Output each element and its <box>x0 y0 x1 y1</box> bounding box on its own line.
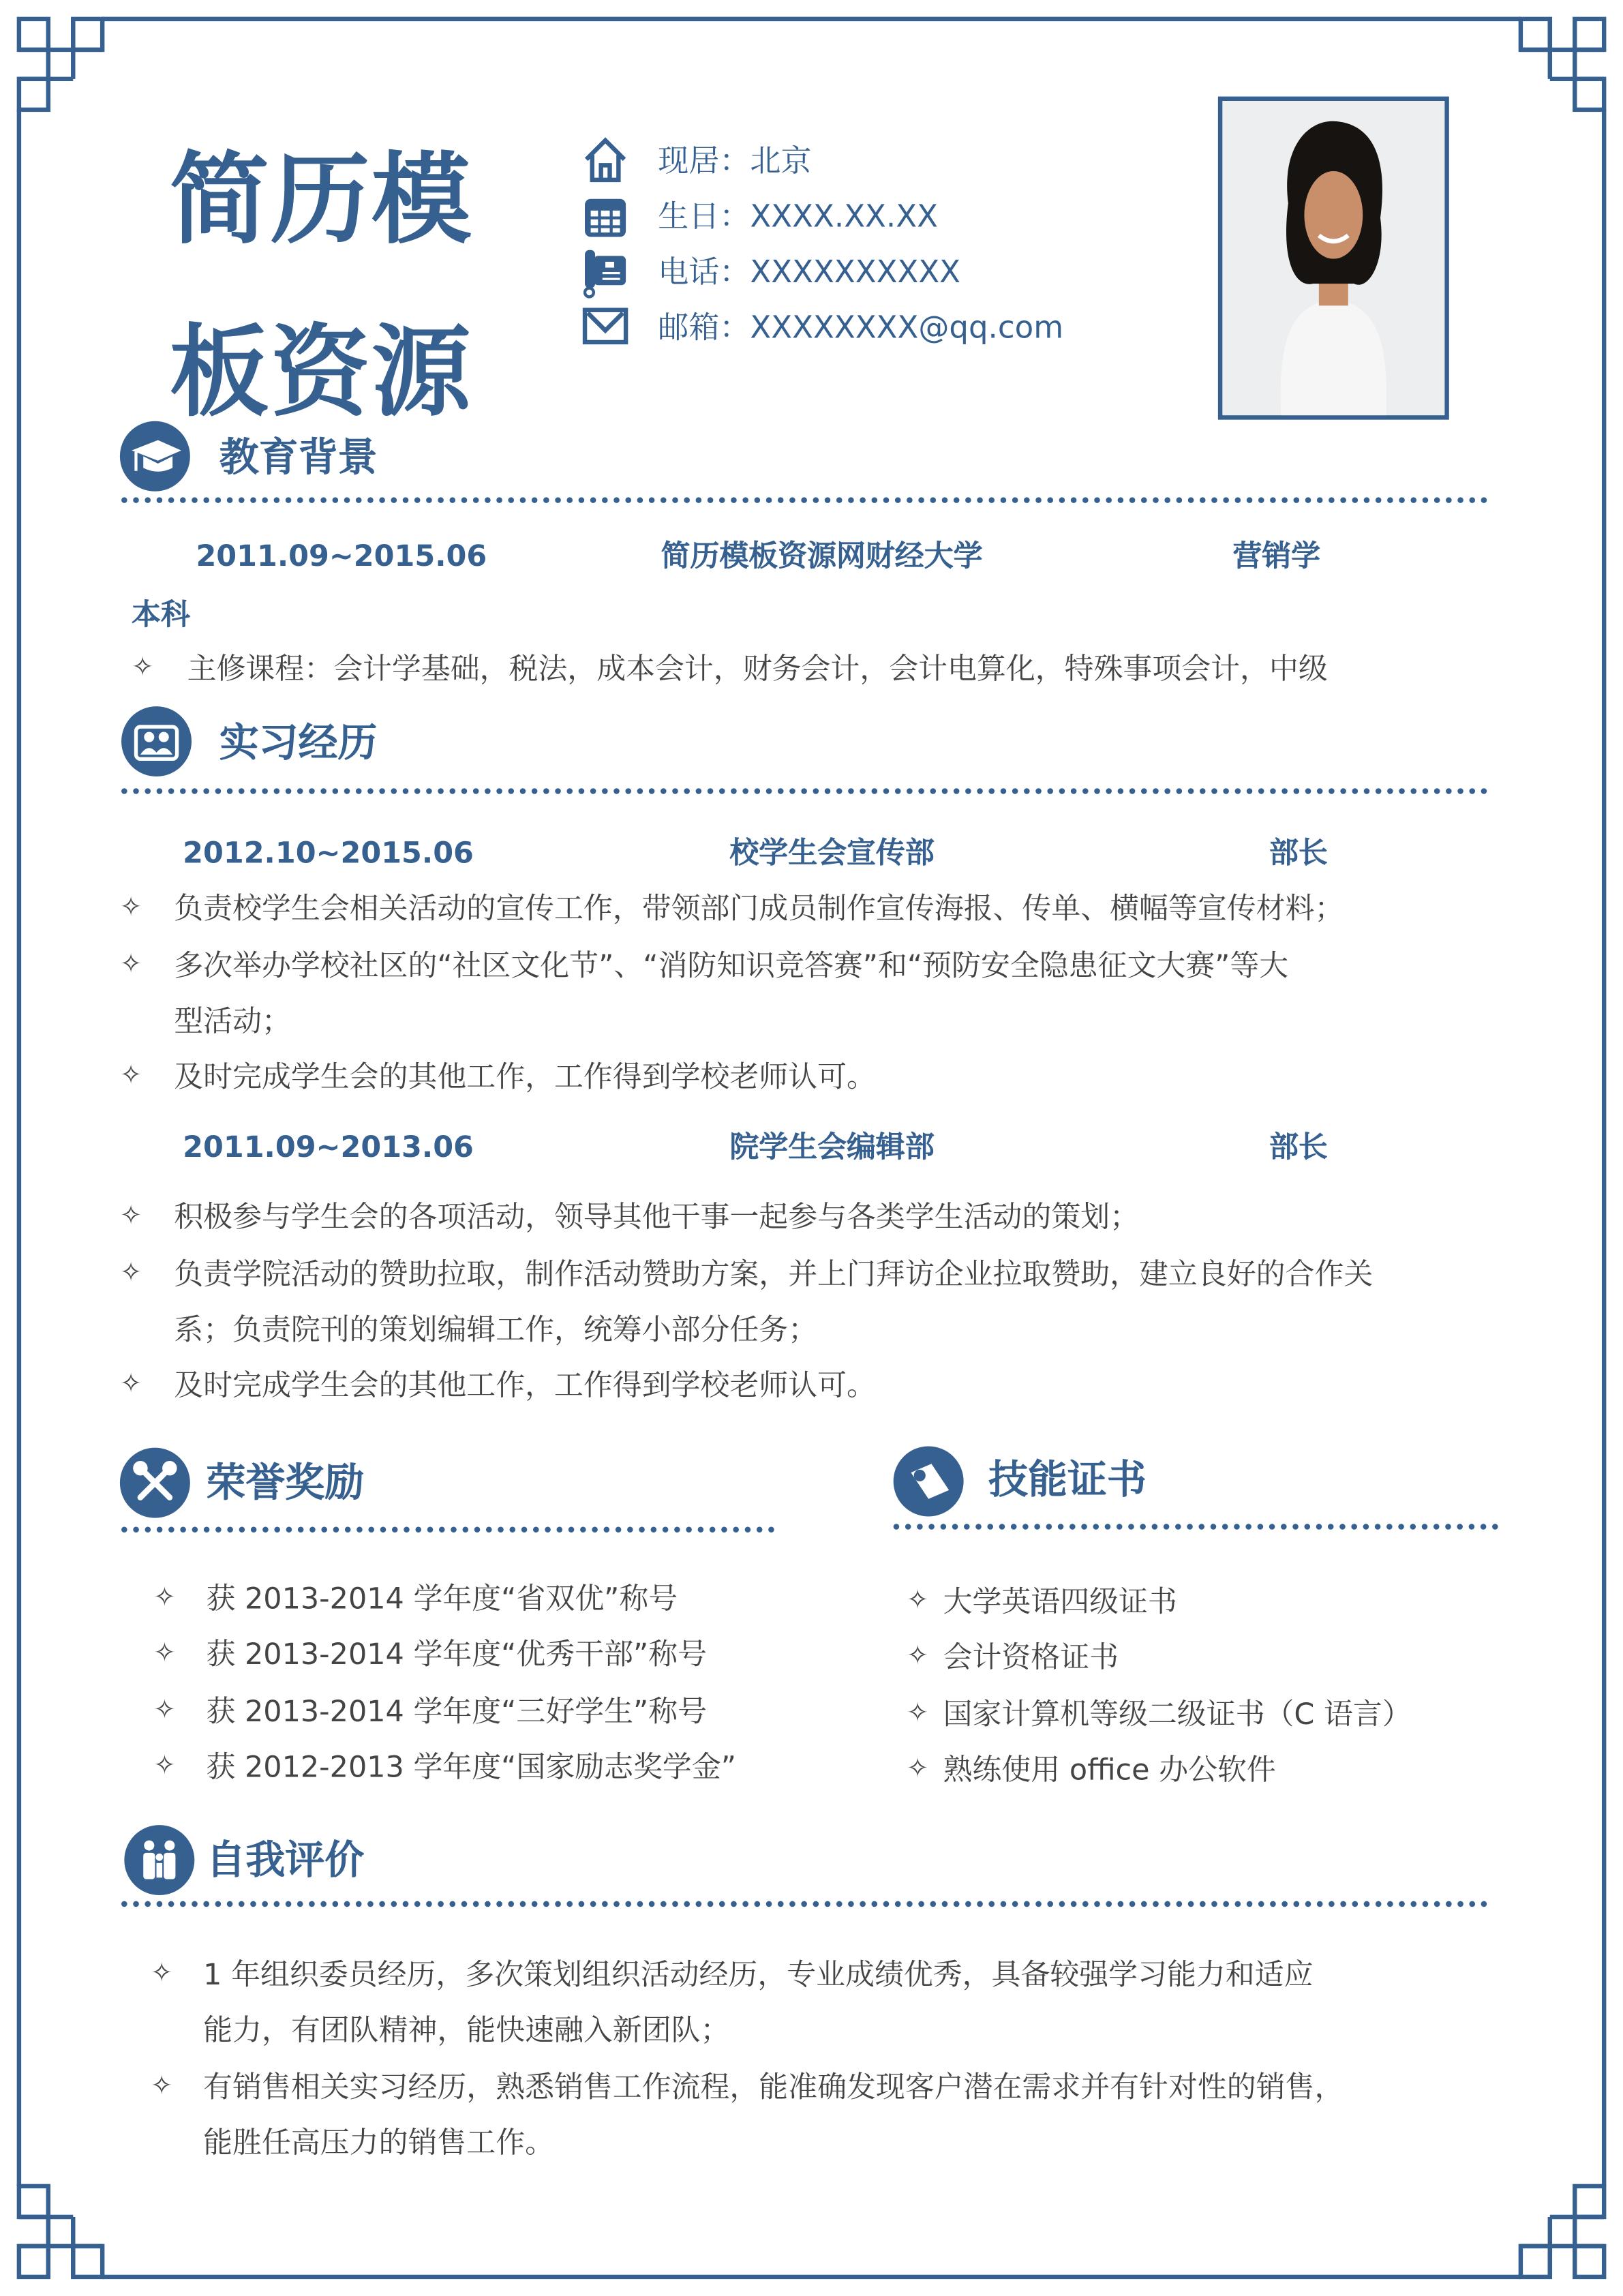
section-title-internship: 实习经历 <box>219 721 378 767</box>
honor-item: 获 2013-2014 学年度“省双优”称号 <box>206 1580 678 1616</box>
skill-item: 大学英语四级证书 <box>943 1584 1177 1619</box>
skill-item: 熟练使用 office 办公软件 <box>943 1751 1276 1787</box>
resume-title-line1: 简历模 <box>169 143 472 259</box>
education-major: 营销学 <box>1232 538 1321 573</box>
bullet-icon: ✧ <box>153 1695 176 1726</box>
bullet-icon: ✧ <box>906 1640 929 1672</box>
education-school: 简历模板资源网财经大学 <box>661 538 983 573</box>
honor-item: 获 2013-2014 学年度“三好学生”称号 <box>206 1693 708 1729</box>
bullet-icon: ✧ <box>119 1368 142 1400</box>
bullet-icon: ✧ <box>906 1753 929 1785</box>
bullet-icon: ✧ <box>119 892 142 923</box>
internship-org: 校学生会宣传部 <box>729 834 935 871</box>
education-degree: 本科 <box>132 596 190 632</box>
contact-phone: 电话：XXXXXXXXXX <box>658 254 961 290</box>
honor-item: 获 2012-2013 学年度“国家励志奖学金” <box>206 1749 736 1785</box>
bullet-icon: ✧ <box>119 1200 142 1232</box>
bullet-icon: ✧ <box>153 1637 176 1669</box>
contact-email: 邮箱：XXXXXXXX@qq.com <box>658 309 1064 346</box>
honor-item: 获 2013-2014 学年度“优秀干部”称号 <box>206 1636 708 1672</box>
section-divider <box>121 788 1489 794</box>
contact-location: 现居：北京 <box>658 143 812 179</box>
section-title-self-evaluation: 自我评价 <box>206 1838 365 1884</box>
self-eval-line: 能力，有团队精神，能快速融入新团队； <box>203 2012 730 2048</box>
section-title-honors: 荣誉奖励 <box>206 1460 365 1507</box>
phone-icon <box>582 249 629 299</box>
bullet-icon: ✧ <box>150 2070 173 2102</box>
tools-icon <box>120 1448 190 1518</box>
section-title-education: 教育背景 <box>219 436 378 481</box>
internship-role: 部长 <box>1269 834 1328 871</box>
self-eval-line: 1 年组织委员经历，多次策划组织活动经历，专业成绩优秀，具备较强学习能力和适应 <box>203 1957 1314 1992</box>
internship-bullet: 积极参与学生会的各项活动，领导其他干事一起参与各类学生活动的策划； <box>174 1198 1140 1235</box>
bullet-icon: ✧ <box>119 1060 142 1091</box>
section-divider <box>121 497 1489 503</box>
mail-icon <box>582 307 629 345</box>
bullet-icon: ✧ <box>150 1958 173 1989</box>
contact-birthday: 生日：XXXX.XX.XX <box>658 198 938 235</box>
bullet-icon: ✧ <box>132 652 154 683</box>
bullet-icon: ✧ <box>153 1582 176 1614</box>
bullet-icon: ✧ <box>906 1697 929 1729</box>
skill-item: 会计资格证书 <box>943 1639 1119 1675</box>
section-divider <box>121 1526 775 1532</box>
internship-bullet-cont: 系；负责院刊的策划编辑工作，统筹小部分任务； <box>174 1312 818 1347</box>
internship-bullet-cont: 型活动； <box>174 1003 291 1039</box>
education-date: 2011.09~2015.06 <box>196 538 487 573</box>
bullet-icon: ✧ <box>119 1257 142 1288</box>
self-eval-line: 能胜任高压力的销售工作。 <box>203 2124 554 2160</box>
bullet-icon: ✧ <box>153 1750 176 1781</box>
internship-bullet: 及时完成学生会的其他工作，工作得到学校老师认可。 <box>174 1367 876 1403</box>
calendar-icon <box>582 193 629 240</box>
education-courses: 主修课程：会计学基础，税法，成本会计，财务会计，会计电算化，特殊事项会计，中级 <box>187 650 1328 686</box>
section-divider <box>894 1524 1499 1530</box>
resume-title-line2: 板资源 <box>169 316 472 432</box>
people-icon <box>121 706 192 776</box>
internship-bullet: 负责学院活动的赞助拉取，制作活动赞助方案，并上门拜访企业拉取赞助，建立良好的合作关 <box>174 1256 1374 1292</box>
internship-bullet: 及时完成学生会的其他工作，工作得到学校老师认可。 <box>174 1059 876 1094</box>
internship-role: 部长 <box>1269 1129 1328 1164</box>
family-icon <box>124 1825 194 1895</box>
bullet-icon: ✧ <box>906 1585 929 1616</box>
self-eval-line: 有销售相关实习经历，熟悉销售工作流程，能准确发现客户潜在需求并有针对性的销售， <box>203 2069 1344 2104</box>
internship-bullet: 多次举办学校社区的“社区文化节”、“消防知识竞答赛”和“预防安全隐患征文大赛”等大 <box>174 948 1289 983</box>
section-divider <box>121 1901 1489 1907</box>
graduation-cap-icon <box>120 421 190 492</box>
bullet-icon: ✧ <box>119 949 142 980</box>
internship-org: 院学生会编辑部 <box>729 1129 935 1164</box>
skill-item: 国家计算机等级二级证书（C 语言） <box>943 1696 1412 1732</box>
certificate-icon <box>894 1447 964 1517</box>
internship-bullet: 负责校学生会相关活动的宣传工作，带领部门成员制作宣传海报、传单、横幅等宣传材料； <box>174 890 1344 926</box>
internship-date: 2012.10~2015.06 <box>183 834 474 871</box>
internship-date: 2011.09~2013.06 <box>183 1129 474 1164</box>
section-title-skills: 技能证书 <box>988 1457 1147 1504</box>
home-icon <box>582 136 629 183</box>
profile-photo <box>1218 97 1449 420</box>
